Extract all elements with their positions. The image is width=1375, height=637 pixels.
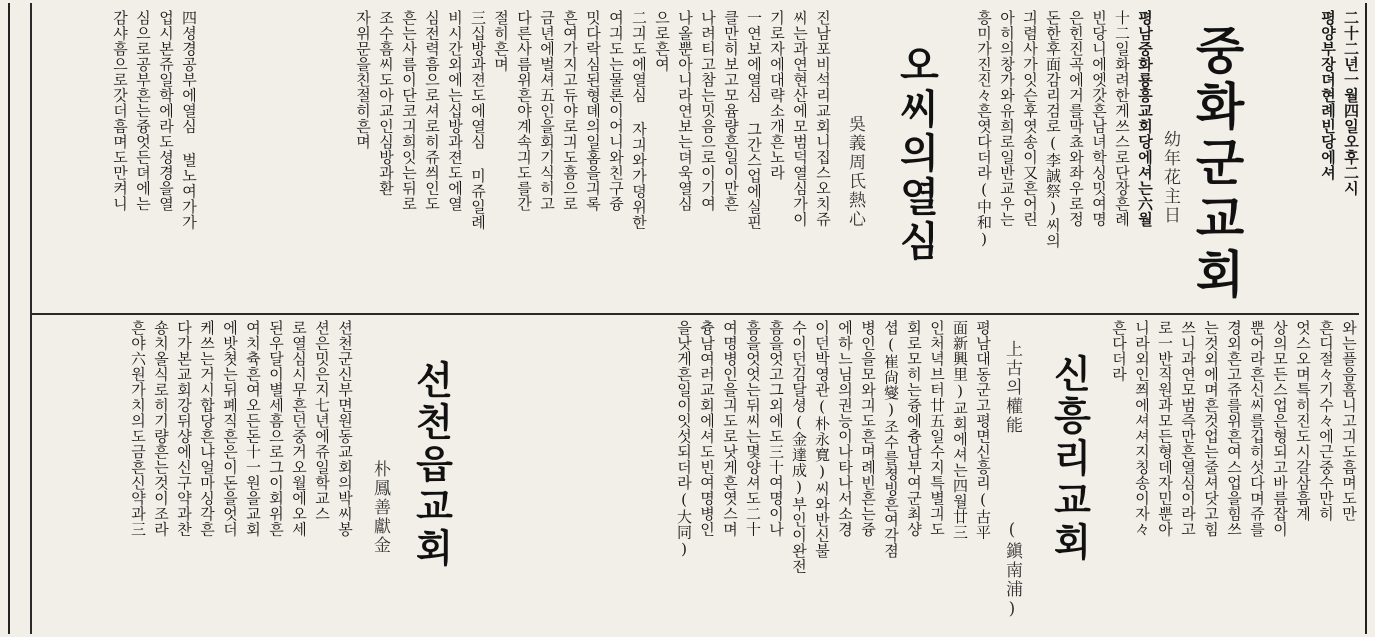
article-line: 엇스오며특히진도시갈삼흠계	[1294, 320, 1312, 522]
article-line: 씨는과연현산에모범덕열심가이	[791, 10, 809, 227]
article-line: 평남중화룡흥교회당에셔는六월	[1136, 10, 1154, 227]
article-line: 흔여가지고듀야로긔도흠으로	[561, 10, 579, 212]
article-line: 여긔도는물론이어니와친구즁	[607, 10, 625, 212]
article-line: 인처녁브터廿五일수지특별긔도	[928, 320, 946, 537]
article-line: 돈한후面감리검로(李誠祭)씨의	[1044, 10, 1062, 249]
article-line: 은힌진곡에거를막쵸와좌우로정	[1067, 10, 1085, 227]
article-line: 절히흔며	[492, 10, 510, 72]
article-sinhung	[452, 320, 1362, 632]
article-line: 감샤흠으로갓더흠며도만켜니	[111, 10, 129, 212]
article-line: 흠을엇엇는뒤씨는몇양셔도二十	[744, 320, 762, 537]
article-line: 흔다더라	[1110, 320, 1128, 382]
article-line: 진남포비석리교회니집스오치쥬	[814, 10, 832, 227]
vertical-divider	[30, 3, 32, 634]
article-line: 심전력흠으로셔로히쥬씌인도	[423, 10, 441, 212]
article-line: 조수흠씨도아교인심방과환	[377, 10, 395, 196]
location-sinhung: (鎭南浦)	[1002, 520, 1022, 621]
article-junghwa	[948, 10, 1362, 310]
article-line: 흔디절々기수々에근중수만히	[1317, 320, 1335, 522]
article-line: 二十二년一월四일오후二시	[1342, 10, 1360, 196]
article-line: 케쓰는거시합당흔냐얼마싱각흔	[198, 320, 216, 537]
article-line: 三십방과젼도에열심 미쥬일례	[469, 10, 487, 230]
article-line: 四셩경공부에열심 벌노여가가	[180, 10, 198, 230]
byline-osi: 吳義周氏熱心	[845, 115, 865, 229]
article-line: 병인을모와긔도흔며례빈흔는즁	[859, 320, 877, 537]
article-line: 에하느님의권능이나타나서소경	[836, 320, 854, 537]
article-osi	[38, 10, 948, 310]
article-line: 쓰니과연모범즉만흔열심이라고	[1179, 320, 1197, 537]
article-line: 션천군신부면원동교회의박씨봉	[336, 320, 354, 537]
article-line: 面新興里)교회에셔는四월廿三	[951, 320, 969, 540]
article-line: 츙남여러교회에셔도빈여명병인	[698, 320, 716, 537]
article-line: 二긔도에열심 자긔와가뎡위한	[630, 10, 648, 230]
article-line: 흔야六원가치의도금흔신약과三	[129, 320, 147, 537]
article-line: 긔렴사가잇슨후엿송이又흔어린	[1021, 10, 1039, 227]
article-line: 와는플음흠니고긔도흠며도만	[1340, 320, 1358, 522]
article-line: 평남대동군고평면신흥리(古平	[974, 320, 992, 540]
article-line: 셥(崔尙燮)조수를쳥빙흔여각졈	[882, 320, 900, 559]
article-line: 회로모히는즁에츙남부여군최샹	[905, 320, 923, 537]
article-line: 수이던김달셩(金達成)부인이완전	[790, 320, 808, 574]
article-line: 흥미가진진々흔엿다더라(中和)	[975, 10, 993, 249]
article-line: 十二일화려한게쓰스로단장흔례	[1113, 10, 1131, 227]
article-line: 클만히보고모윰량흔일이만흔	[722, 10, 740, 212]
article-line: 심으로공부흔는즁엇든뎌에는	[134, 10, 152, 212]
article-line: 밋다락심된형뎨의일홈을긔록	[584, 10, 602, 212]
headline-osi: 오씨의열심	[893, 44, 939, 264]
article-line: 비시간외에는십방과젼도에열	[446, 10, 464, 212]
article-line: 흔는사름이단코긔희잇는뒤로	[400, 10, 418, 212]
article-line: 숑치올식로히기량흔는것이조라	[152, 320, 170, 537]
headline-seoncheon: 선천읍교회	[409, 360, 453, 570]
article-line: 다가본교회강뒤샹에신구약과찬	[175, 320, 193, 537]
article-line: 나려티고참는밋음으로이기여	[699, 10, 717, 212]
article-line: 평양부장뎌현례빈당에셔	[1319, 10, 1337, 181]
horizontal-divider	[30, 313, 1359, 315]
article-line: 션은밋은지七년에쥬일학교스	[313, 320, 331, 522]
headline-junghwa: 중화군교회	[1187, 24, 1245, 304]
article-line: 여치츅흔여오든돈十一원을교회	[244, 320, 262, 537]
article-line: 을낫게흔일이잇섯되더라(大同)	[675, 320, 693, 559]
article-line: 금년에벌셔五인을회기식히고	[538, 10, 556, 212]
article-line: 一연보에열심 그간스업에실핀	[745, 10, 763, 230]
article-line: 로一반직원과모든형데자민뿐아	[1156, 320, 1174, 537]
article-line: 로열심시무흔던중거오월에오세	[290, 320, 308, 537]
article-line: 으로흔여	[653, 10, 671, 72]
article-seoncheon	[38, 320, 458, 632]
article-line: 나올뿐아니라연보는뎌욱열심	[676, 10, 694, 212]
article-line: 여명병인을긔도로낫게흔엿스며	[721, 320, 739, 537]
article-line: 기로자에대략소개흔노라	[768, 10, 786, 181]
article-line: 업시본쥬일학에라도셩경을열	[157, 10, 175, 212]
article-line: 니라외인쯰에셔셔지칭송이자々	[1133, 320, 1151, 537]
article-line: 는것외에며흔것업는줄셔닷고힘	[1202, 320, 1220, 537]
article-line: 경외흔고쥬를위흔여스업을힘쓰	[1225, 320, 1243, 537]
article-line: 된우달이별세흠으로그이회위흔	[267, 320, 285, 537]
article-line: 다른사름위흔야계속긔도를간	[515, 10, 533, 212]
byline-seoncheon: 朴鳳善獻金	[370, 460, 390, 555]
article-line: 빈당니에엣갓흔남녀학싱밋여명	[1090, 10, 1108, 227]
article-line: 상의모든스업은형되고바름잡이	[1271, 320, 1289, 537]
article-line: 자위문을친절히흔며	[354, 10, 372, 150]
headline-sinhung: 신흥리교회	[1047, 354, 1091, 564]
byline-junghwa: 幼年花主日	[1160, 130, 1180, 225]
article-line: 뿐어라흔신씨를깁히섯다며쥬를	[1248, 320, 1266, 537]
article-line: 아히의창가와유희로일반교우는	[998, 10, 1016, 227]
article-line: 흠을엇고그외에도三十여명이나	[767, 320, 785, 537]
article-line: 이던박영관(朴永寬)씨와반신불	[813, 320, 831, 559]
article-line: 에밧쳣는뒤폐직흔은이돈을엇더	[221, 320, 239, 537]
byline-sinhung: 上古의權能	[1002, 340, 1022, 435]
